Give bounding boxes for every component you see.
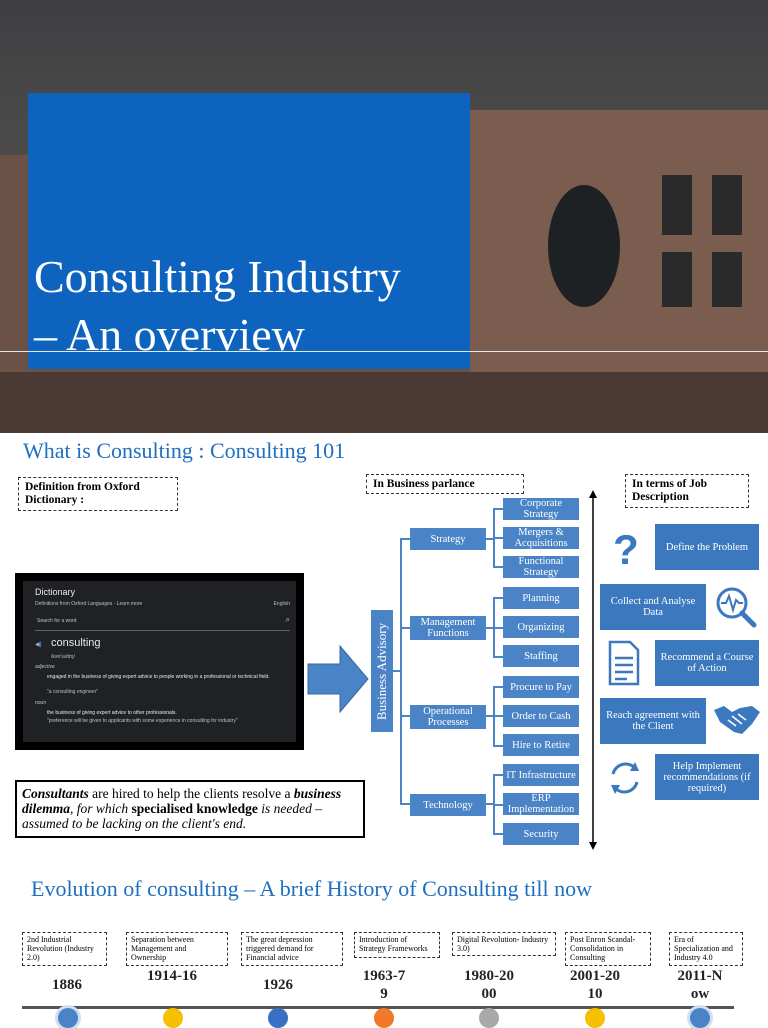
timeline-year: 2001-2010 — [570, 968, 620, 1002]
window — [712, 252, 742, 307]
leaf-it-infrastructure: IT Infrastructure — [503, 764, 579, 786]
page-title — [34, 248, 474, 364]
cycle-icon — [605, 758, 645, 798]
building-base — [0, 372, 768, 433]
leaf-corporate-strategy: Corporate Strategy — [503, 498, 579, 520]
business-parlance-label: In Business parlance — [366, 474, 524, 494]
timeline-year: 1980-2000 — [464, 968, 514, 1002]
timeline-note: Introduction of Strategy Frameworks — [354, 932, 440, 958]
circular-window — [548, 185, 620, 307]
title-line-1: Consulting Industry — [34, 251, 401, 302]
connector — [493, 686, 503, 688]
dict-example-2: "preference will be given to applicants with some experience in consulting for industry" — [47, 718, 238, 724]
timeline-note: Separation between Management and Ownership — [126, 932, 228, 966]
quote-text-1: are hired to help the clients resolve a — [88, 786, 294, 801]
connector — [400, 715, 410, 717]
leaf-staffing: Staffing — [503, 645, 579, 667]
dict-example-1: "a consulting engineer" — [47, 689, 99, 695]
hero-banner — [0, 0, 768, 433]
window — [662, 175, 692, 235]
timeline-note: Digital Revolution- Industry 3.0) — [452, 932, 556, 956]
timeline-dot — [585, 1008, 605, 1028]
leaf-procure-to-pay: Procure to Pay — [503, 676, 579, 698]
leaf-planning: Planning — [503, 587, 579, 609]
job-reach-agreement: Reach agreement with the Client — [600, 698, 706, 744]
timeline-year: 2011-Now — [677, 968, 723, 1002]
branch-strategy: Strategy — [410, 528, 486, 550]
connector — [493, 566, 503, 568]
dict-word: consulting — [51, 637, 101, 649]
connector — [493, 745, 503, 747]
timeline-note: 2nd Industrial Revolution (Industry 2.0) — [22, 932, 107, 966]
leaf-security: Security — [503, 823, 579, 845]
job-description-label: In terms of Job Description — [625, 474, 749, 508]
oxford-definition-label: Definition from Oxford Dictionary : — [18, 477, 178, 511]
connector — [493, 833, 503, 835]
job-recommend-action: Recommend a Course of Action — [655, 640, 759, 686]
connector — [493, 656, 503, 658]
branch-operational-processes: Operational Processes — [410, 705, 486, 729]
right-arrow-icon — [306, 644, 370, 714]
connector — [493, 508, 503, 510]
consultant-definition-box — [15, 780, 365, 838]
timeline-dot — [479, 1008, 499, 1028]
dict-search-placeholder: Search for a word — [37, 618, 77, 624]
timeline-dot — [163, 1008, 183, 1028]
dict-source: Definitions from Oxford Languages · Learn more — [35, 601, 143, 607]
connector — [493, 537, 503, 539]
connector — [493, 804, 503, 806]
dict-language: English — [273, 601, 290, 607]
job-define-problem: Define the Problem — [655, 524, 759, 570]
timeline-year: 1886 — [52, 977, 82, 993]
timeline-dot — [690, 1008, 710, 1028]
section-title-consulting-101: What is Consulting : Consulting 101 — [23, 438, 346, 463]
quote-bold-3: specialised knowledge — [131, 801, 258, 816]
dict-search-field[interactable] — [35, 614, 290, 631]
quote-bold-2: business dilemma — [22, 786, 342, 816]
job-help-implement: Help Implement recommendations (if required) — [655, 754, 759, 800]
timeline-year: 1914-16 — [147, 968, 197, 984]
leaf-hire-to-retire: Hire to Retire — [503, 734, 579, 756]
handshake-icon — [712, 702, 762, 738]
svg-text:?: ? — [613, 526, 639, 570]
magnifier-pulse-icon — [712, 585, 760, 629]
dict-pos-1: adjective — [35, 664, 55, 670]
connector — [493, 774, 503, 776]
leaf-functional-strategy: Functional Strategy — [503, 556, 579, 578]
quote-text-3: is needed – assumed to be lacking on the client's end. — [22, 801, 323, 831]
tree-root-label: Business Advisory — [374, 622, 390, 720]
timeline-dot — [268, 1008, 288, 1028]
job-collect-analyse-data: Collect and Analyse Data — [600, 584, 706, 630]
connector — [400, 538, 410, 540]
leaf-order-to-cash: Order to Cash — [503, 705, 579, 727]
leaf-erp-implementation: ERP Implementation — [503, 793, 579, 815]
connector — [493, 597, 503, 599]
section-title-evolution: Evolution of consulting – A brief History of Consulting till now — [31, 876, 592, 901]
timeline-dot — [374, 1008, 394, 1028]
timeline-note: Post Enron Scandal- Consolidation in Consulting — [565, 932, 651, 966]
window — [712, 175, 742, 235]
dict-heading: Dictionary — [35, 587, 76, 597]
timeline-dot — [58, 1008, 78, 1028]
dict-definition-1: engaged in the business of giving expert advice to people working in a professional or technical field. — [47, 674, 270, 680]
dict-pronunciation: /kən'sʌltɪŋ/ — [51, 654, 75, 660]
branch-technology: Technology — [410, 794, 486, 816]
document-icon — [607, 640, 641, 686]
timeline-note: Era of Specialization and Industry 4.0 — [669, 932, 743, 966]
connector — [493, 715, 503, 717]
tree-root-node — [371, 610, 393, 732]
title-line-2: – An overview — [34, 309, 305, 360]
timeline-year: 1963-79 — [362, 968, 406, 1002]
leaf-organizing: Organizing — [503, 616, 579, 638]
branch-management-functions: Management Functions — [410, 616, 486, 640]
connector — [400, 627, 410, 629]
quote-bold-1: Consultants — [22, 786, 89, 801]
dictionary-screenshot — [15, 573, 304, 750]
quote-text-2: , for which — [70, 801, 132, 816]
timeline-year: 1926 — [263, 977, 293, 993]
dict-definition-2: the business of giving expert advice to other professionals. — [47, 710, 177, 716]
dict-pos-2: noun — [35, 700, 47, 706]
connector — [400, 538, 402, 804]
leaf-mergers-acquisitions: Mergers & Acquisitions — [503, 527, 579, 549]
connector — [493, 627, 503, 629]
question-icon — [609, 526, 643, 570]
window — [662, 252, 692, 307]
timeline-note: The great depression triggered demand for Financial advice — [241, 932, 343, 966]
speaker-icon[interactable]: ◀) — [35, 642, 42, 648]
search-icon[interactable]: ⌕ — [285, 615, 290, 624]
connector — [400, 803, 410, 805]
vertical-double-arrow — [586, 490, 600, 850]
